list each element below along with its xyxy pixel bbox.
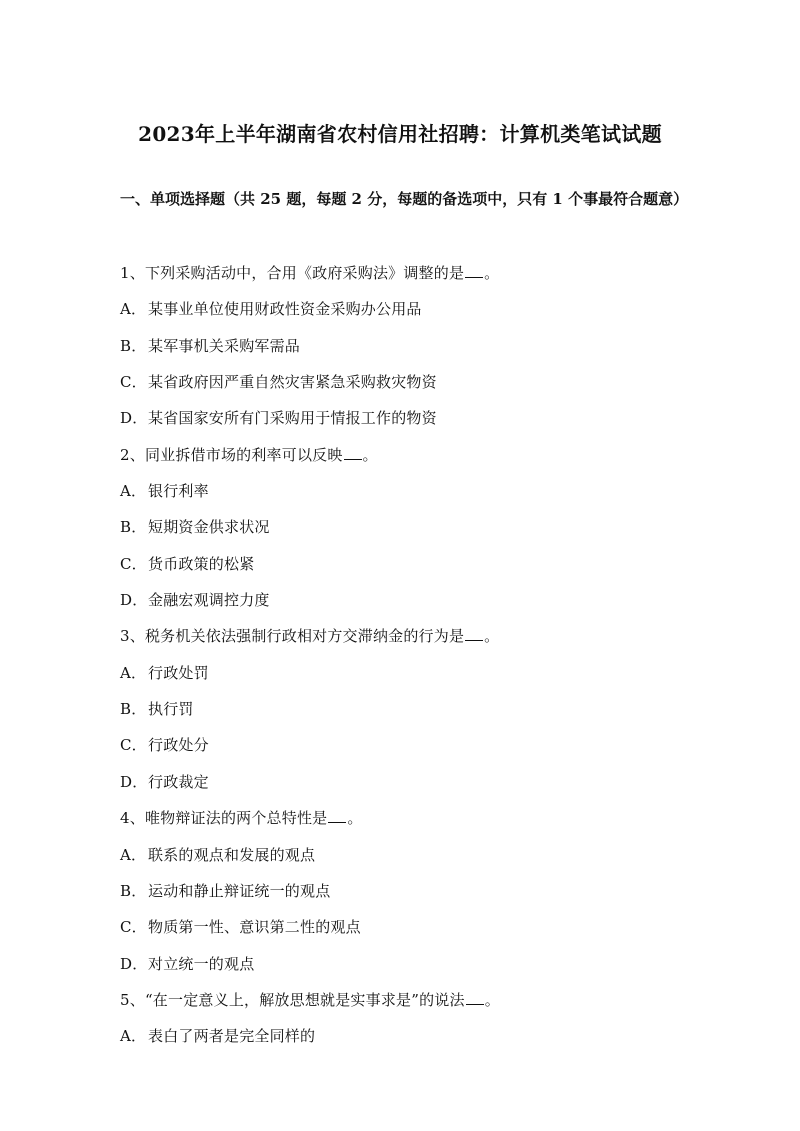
- option-text: 联系的观点和发展的观点: [148, 845, 316, 864]
- answer-option: [120, 400, 700, 436]
- option-label: D．: [120, 954, 148, 973]
- answer-blank: [328, 807, 346, 823]
- option-text: 某军事机关采购军需品: [148, 336, 301, 355]
- option-text: 短期资金供求状况: [148, 518, 270, 537]
- answer-blank: [466, 989, 484, 1005]
- option-text: 金融宏观调控力度: [148, 591, 270, 610]
- option-label: B．: [120, 336, 147, 355]
- option-text: 执行罚: [148, 700, 194, 719]
- option-label: A．: [120, 845, 147, 864]
- option-text: 行政处罚: [148, 663, 209, 682]
- option-label: D．: [120, 409, 148, 428]
- option-text: 行政处分: [148, 736, 209, 755]
- option-label: B．: [120, 881, 147, 900]
- option-label: D．: [120, 591, 148, 610]
- answer-option: [120, 946, 700, 982]
- question-text: 1、下列采购活动中，合用《政府采购法》调整的是: [120, 264, 465, 282]
- option-text: 某事业单位使用财政性资金采购办公用品: [148, 300, 422, 319]
- question-text-end: 。: [347, 809, 363, 828]
- question-text: 5、“在一定意义上，解放思想就是实事求是”的说法: [120, 990, 465, 1009]
- answer-option: [120, 509, 700, 545]
- option-text: 行政裁定: [148, 772, 209, 791]
- option-label: A．: [120, 1027, 147, 1046]
- answer-option: [120, 764, 700, 800]
- answer-option: [120, 727, 700, 763]
- option-label: A．: [120, 300, 147, 319]
- section-heading: 一、单项选择题（共 25 题，每题 2 分，每题的备选项中，只有 1 个事最符合题意）: [120, 190, 689, 208]
- option-text: 货币政策的松紧: [148, 554, 255, 573]
- answer-option: [120, 291, 700, 327]
- option-text: 运动和静止辩证统一的观点: [148, 881, 331, 900]
- option-text: 银行利率: [148, 482, 209, 501]
- question-text-end: 。: [484, 990, 500, 1009]
- option-label: C．: [120, 554, 147, 573]
- question-list: [120, 255, 700, 1055]
- question-stem: [120, 800, 700, 836]
- question-text: 3、税务机关依法强制行政相对方交滞纳金的行为是: [120, 627, 465, 646]
- option-text: 某省国家安所有门采购用于情报工作的物资: [148, 409, 437, 428]
- question-stem: [120, 618, 700, 654]
- answer-option: [120, 546, 700, 582]
- question-text-end: 。: [484, 627, 500, 646]
- question-text: 2、同业拆借市场的利率可以反映: [120, 445, 343, 464]
- option-label: C．: [120, 918, 147, 937]
- question-text-end: 。: [362, 445, 378, 464]
- answer-option: [120, 873, 700, 909]
- answer-option: [120, 582, 700, 618]
- answer-option: [120, 837, 700, 873]
- question-stem: [120, 982, 700, 1018]
- question-text-end: 。: [484, 264, 500, 282]
- question-stem: [120, 255, 700, 291]
- answer-option: [120, 909, 700, 945]
- option-text: 表白了两者是完全同样的: [148, 1027, 316, 1046]
- answer-blank: [465, 625, 483, 641]
- answer-option: [120, 655, 700, 691]
- question-text: 4、唯物辩证法的两个总特性是: [120, 809, 328, 828]
- option-label: D．: [120, 772, 148, 791]
- answer-blank: [344, 444, 362, 460]
- option-text: 对立统一的观点: [148, 954, 255, 973]
- option-label: B．: [120, 518, 147, 537]
- answer-blank: [465, 262, 483, 278]
- answer-option: [120, 691, 700, 727]
- option-label: C．: [120, 736, 147, 755]
- option-label: A．: [120, 663, 147, 682]
- question-stem: [120, 437, 700, 473]
- answer-option: [120, 364, 700, 400]
- document-title: 2023年上半年湖南省农村信用社招聘：计算机类笔试试题: [138, 122, 662, 146]
- answer-option: [120, 1018, 700, 1054]
- answer-option: [120, 473, 700, 509]
- answer-option: [120, 328, 700, 364]
- option-text: 物质第一性、意识第二性的观点: [148, 918, 361, 937]
- option-text: 某省政府因严重自然灾害紧急采购救灾物资: [148, 373, 437, 392]
- option-label: A．: [120, 482, 147, 501]
- option-label: C．: [120, 373, 147, 392]
- option-label: B．: [120, 700, 147, 719]
